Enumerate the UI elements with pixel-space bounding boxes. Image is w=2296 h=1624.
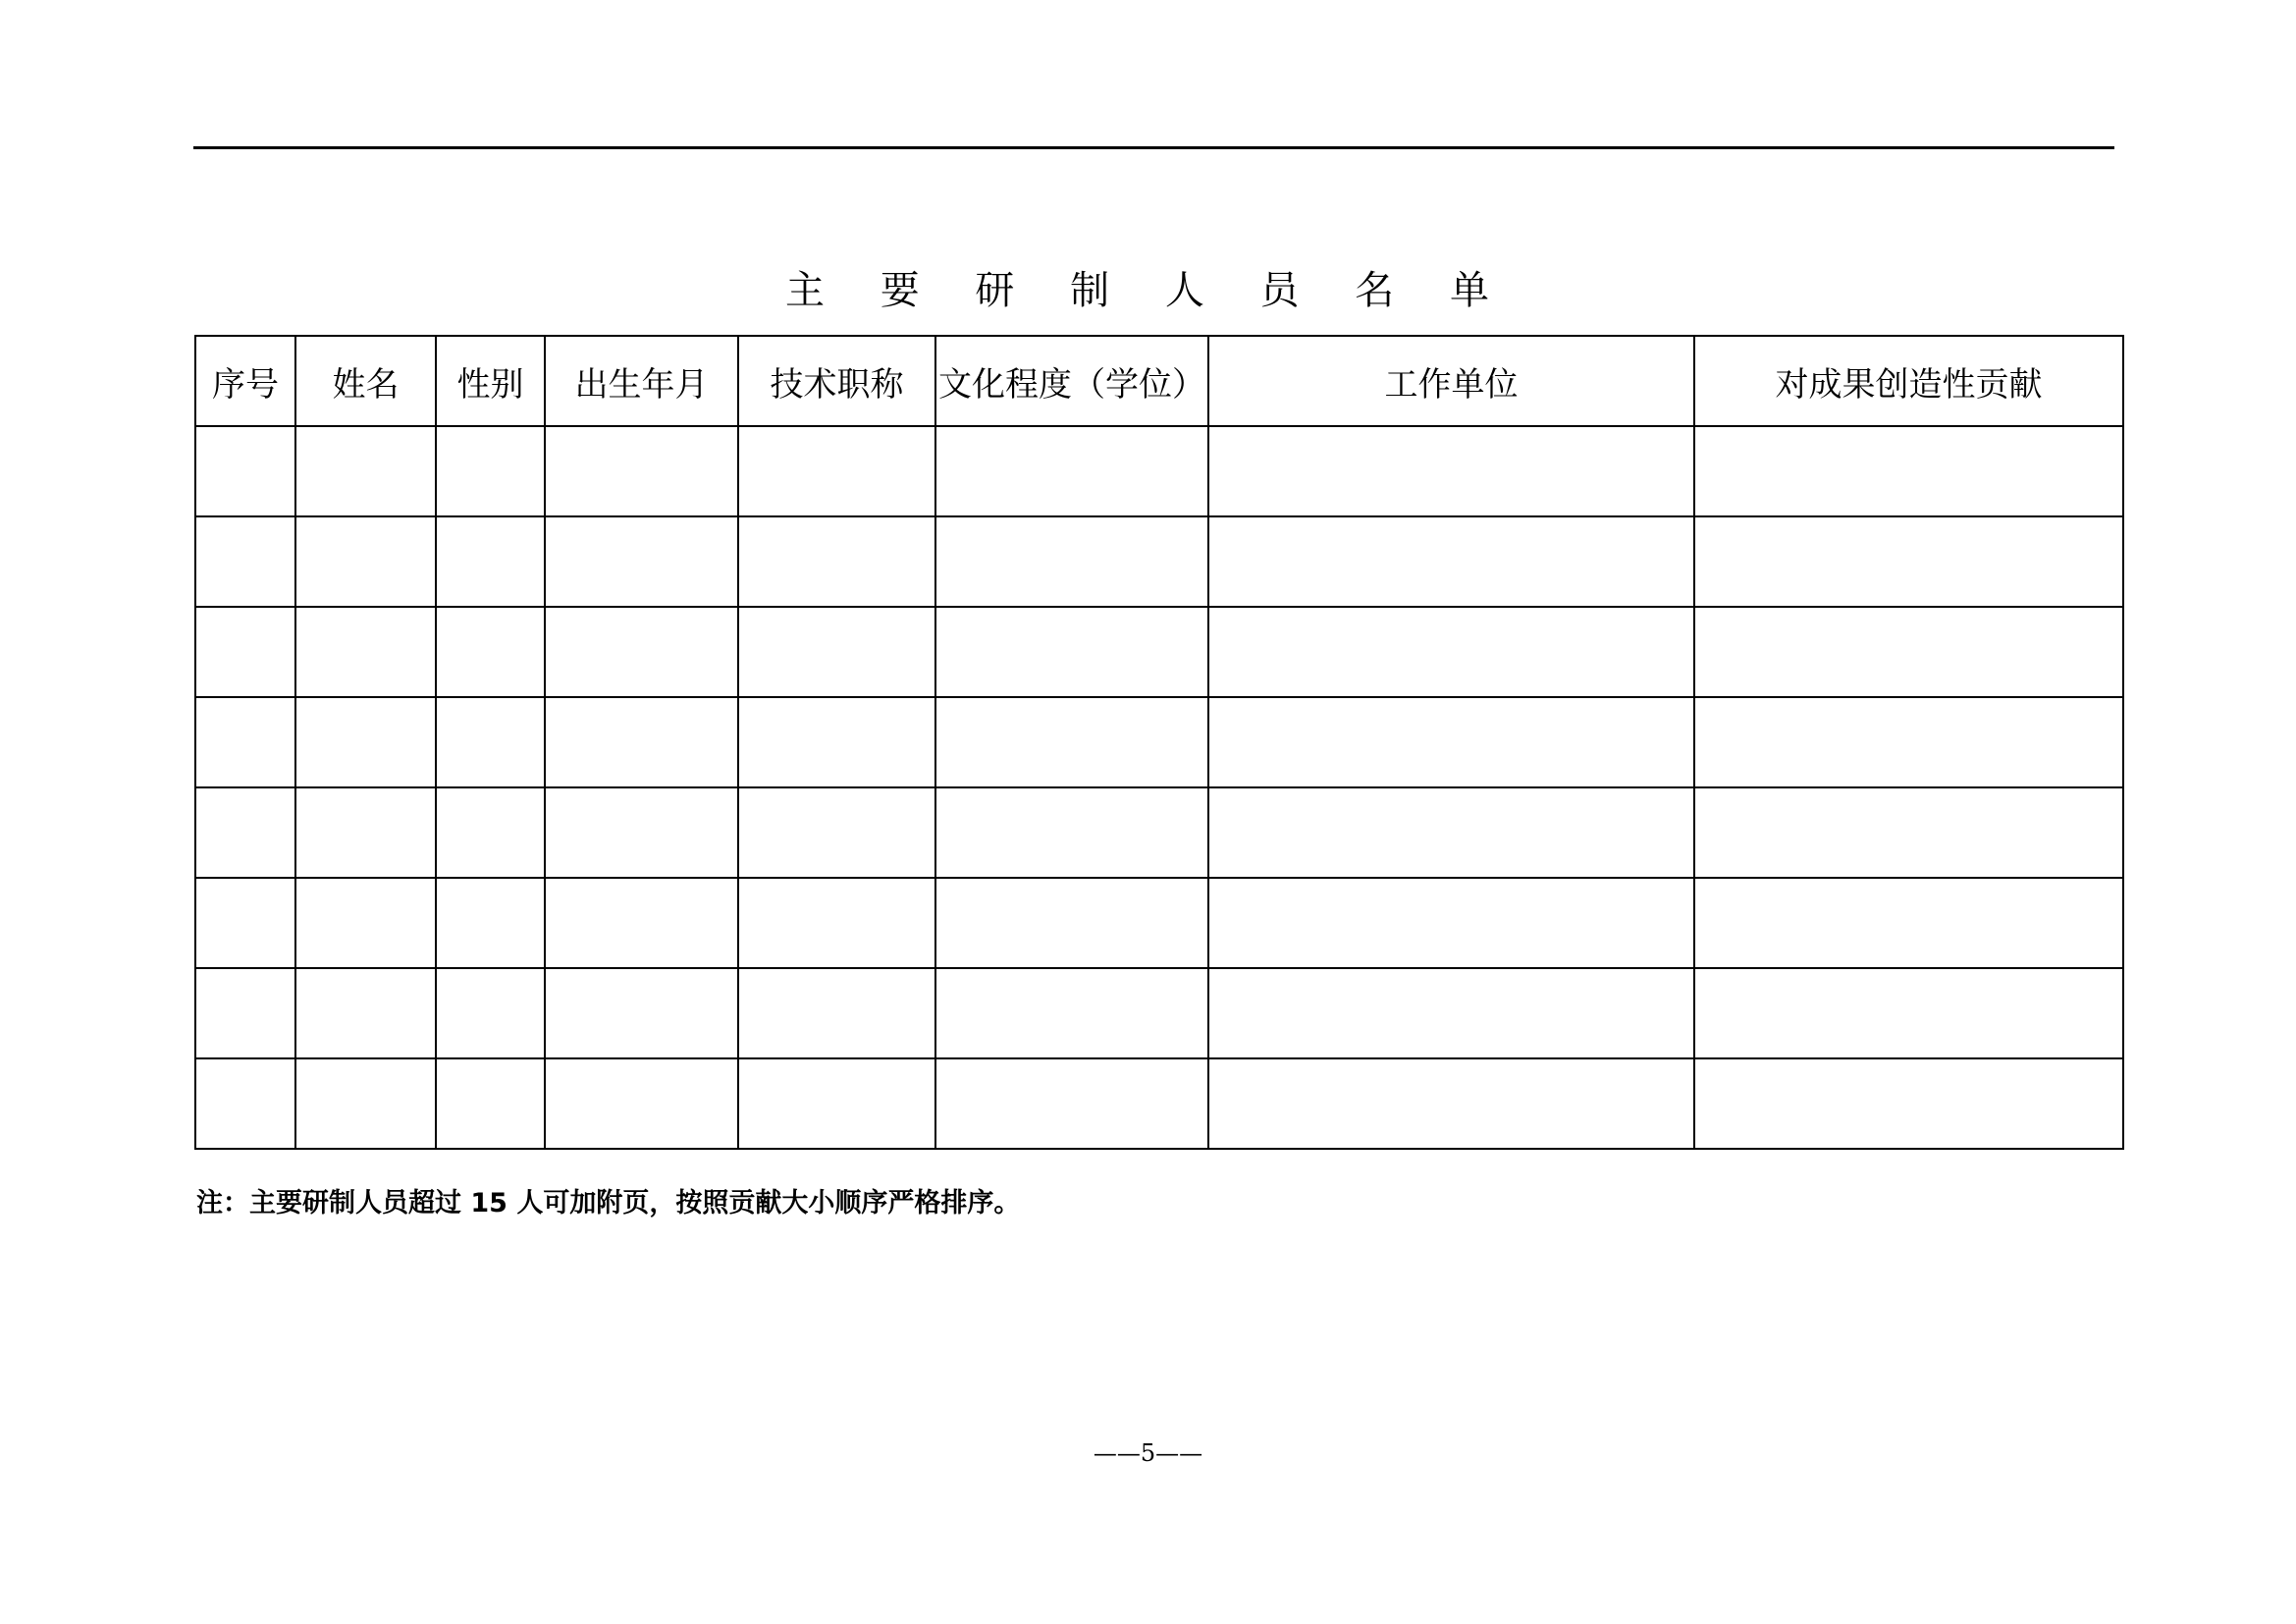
table-cell[interactable]	[935, 607, 1208, 697]
table-cell[interactable]	[295, 697, 436, 787]
page-title: 主 要 研 制 人 员 名 单	[784, 268, 1511, 313]
table-cell[interactable]	[1694, 1058, 2123, 1149]
table-cell[interactable]	[935, 1058, 1208, 1149]
table-cell[interactable]	[295, 426, 436, 516]
table-cell[interactable]	[545, 968, 738, 1058]
table-cell[interactable]	[935, 787, 1208, 878]
footnote: 注：主要研制人员超过 15 人可加附页，按照贡献大小顺序严格排序。	[196, 1188, 1021, 1218]
table-cell[interactable]	[1208, 1058, 1694, 1149]
table-cell[interactable]	[295, 878, 436, 968]
table-cell[interactable]	[195, 787, 295, 878]
table-cell[interactable]	[295, 968, 436, 1058]
column-header-education: 文化程度（学位）	[935, 336, 1208, 426]
table-cell[interactable]	[1694, 607, 2123, 697]
column-header-birth-date: 出生年月	[545, 336, 738, 426]
table-cell[interactable]	[738, 697, 935, 787]
table-cell[interactable]	[295, 787, 436, 878]
table-row	[195, 878, 2123, 968]
table-cell[interactable]	[1208, 516, 1694, 607]
table-cell[interactable]	[738, 787, 935, 878]
column-header-work-unit: 工作单位	[1208, 336, 1694, 426]
table-row	[195, 1058, 2123, 1149]
table-cell[interactable]	[436, 878, 545, 968]
column-header-gender: 性别	[436, 336, 545, 426]
table-row	[195, 426, 2123, 516]
table-cell[interactable]	[195, 426, 295, 516]
table-row	[195, 516, 2123, 607]
table-cell[interactable]	[545, 697, 738, 787]
table-cell[interactable]	[935, 426, 1208, 516]
table-cell[interactable]	[436, 697, 545, 787]
table-cell[interactable]	[545, 787, 738, 878]
table-cell[interactable]	[738, 1058, 935, 1149]
table-cell[interactable]	[436, 426, 545, 516]
table-cell[interactable]	[738, 968, 935, 1058]
table-cell[interactable]	[545, 426, 738, 516]
table-cell[interactable]	[1694, 516, 2123, 607]
table-cell[interactable]	[436, 607, 545, 697]
column-header-title: 技术职称	[738, 336, 935, 426]
table-cell[interactable]	[295, 607, 436, 697]
table-cell[interactable]	[195, 607, 295, 697]
table-cell[interactable]	[436, 516, 545, 607]
table-cell[interactable]	[935, 878, 1208, 968]
table-cell[interactable]	[935, 516, 1208, 607]
table-row	[195, 787, 2123, 878]
table-cell[interactable]	[436, 1058, 545, 1149]
table-cell[interactable]	[738, 516, 935, 607]
table-cell[interactable]	[436, 968, 545, 1058]
table-cell[interactable]	[1208, 426, 1694, 516]
column-header-contribution: 对成果创造性贡献	[1694, 336, 2123, 426]
table-cell[interactable]	[295, 516, 436, 607]
column-header-name: 姓名	[295, 336, 436, 426]
table-cell[interactable]	[935, 697, 1208, 787]
column-header-index: 序号	[195, 336, 295, 426]
table-cell[interactable]	[1208, 697, 1694, 787]
table-cell[interactable]	[545, 878, 738, 968]
table-cell[interactable]	[1694, 426, 2123, 516]
table-cell[interactable]	[195, 878, 295, 968]
table-cell[interactable]	[195, 1058, 295, 1149]
table-cell[interactable]	[195, 697, 295, 787]
table-body	[195, 426, 2123, 1149]
table-row	[195, 697, 2123, 787]
table-header-row	[195, 336, 2123, 426]
table-cell[interactable]	[195, 516, 295, 607]
table-cell[interactable]	[436, 787, 545, 878]
page-number: ——5——	[1093, 1439, 1203, 1467]
table-cell[interactable]	[1208, 968, 1694, 1058]
table-cell[interactable]	[738, 607, 935, 697]
table-cell[interactable]	[1208, 607, 1694, 697]
header-rule	[193, 146, 2114, 149]
table-row	[195, 607, 2123, 697]
table-cell[interactable]	[1694, 697, 2123, 787]
table-row	[195, 968, 2123, 1058]
table-cell[interactable]	[1208, 878, 1694, 968]
table-cell[interactable]	[935, 968, 1208, 1058]
table-cell[interactable]	[1694, 878, 2123, 968]
table-cell[interactable]	[545, 607, 738, 697]
table-cell[interactable]	[738, 878, 935, 968]
table-cell[interactable]	[295, 1058, 436, 1149]
table-cell[interactable]	[738, 426, 935, 516]
table-cell[interactable]	[545, 516, 738, 607]
table-cell[interactable]	[1208, 787, 1694, 878]
personnel-table	[194, 335, 2124, 1150]
table-cell[interactable]	[1694, 787, 2123, 878]
table-cell[interactable]	[195, 968, 295, 1058]
table-cell[interactable]	[1694, 968, 2123, 1058]
table-cell[interactable]	[545, 1058, 738, 1149]
